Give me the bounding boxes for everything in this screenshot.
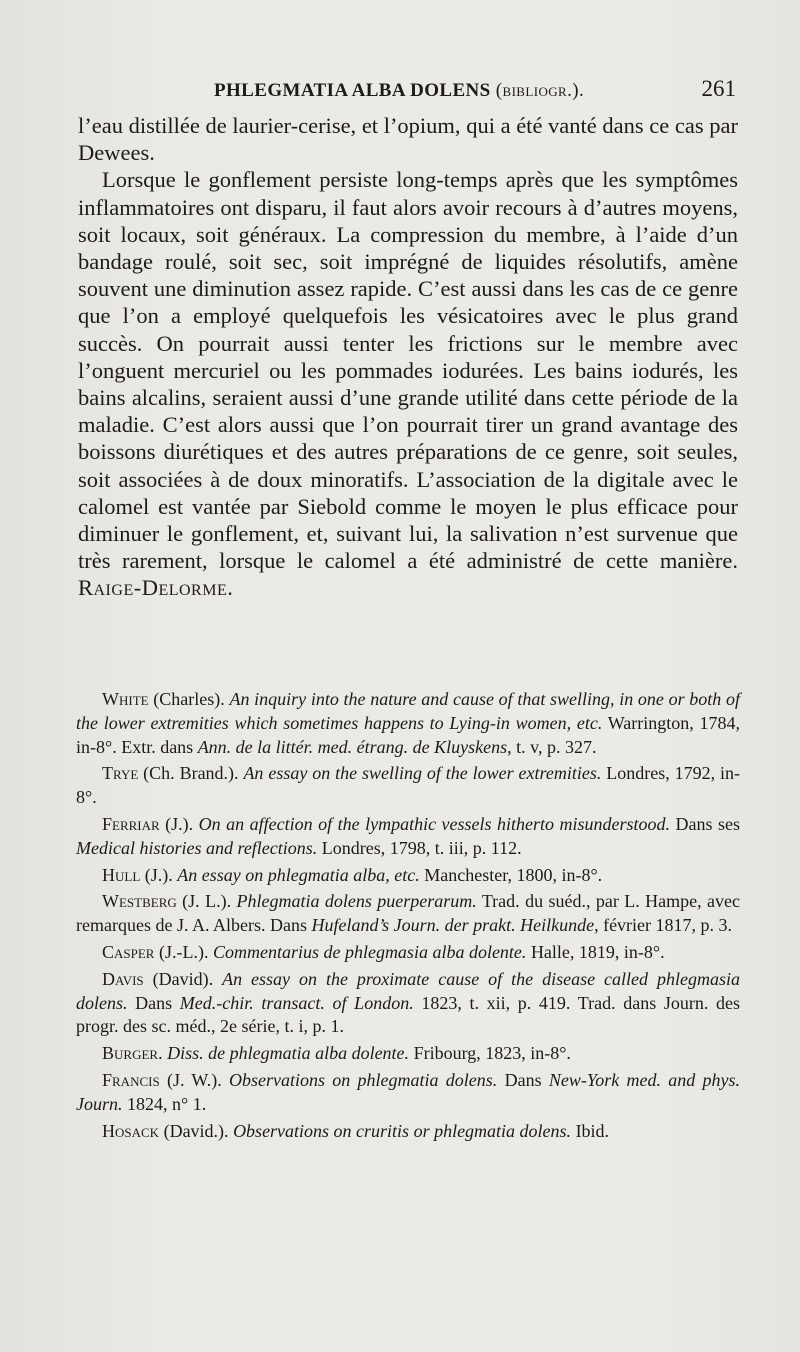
entry-author-detail: (J. L.). <box>176 891 237 912</box>
bibliography-entry <box>76 941 740 965</box>
entry-author: Burger <box>102 1043 159 1064</box>
entry-author-detail: (J.). <box>140 864 178 885</box>
entry-tail: 1824, n° 1. <box>122 1093 207 1114</box>
entry-publication: Dans <box>497 1069 549 1090</box>
entry-publication: Manchester, 1800, in-8°. <box>419 864 603 885</box>
entry-title: An essay on the swelling of the lower extremities. <box>243 763 602 784</box>
entry-author: Ferriar <box>102 813 160 834</box>
entry-publication: Halle, 1819, in-8°. <box>526 941 665 962</box>
entry-author: Trye <box>102 763 139 784</box>
entry-tail: 1823, t. xii, p. 419. Trad. dans Journ. des progr. des sc. méd., 2e série, t. i, p. 1. <box>76 992 740 1037</box>
entry-author-detail: . <box>158 1043 168 1064</box>
entry-title: An essay on phlegmatia alba, etc. <box>177 864 420 885</box>
entry-title: An inquiry into the nature and cause of that swelling, in one or both of the lower extremities which sometimes happens to Lying-in women, etc. <box>76 689 740 733</box>
entry-journal: Med.-chir. transact. of London. <box>179 992 414 1013</box>
bibliography-entry <box>76 813 740 861</box>
entry-author-detail: (David.). <box>159 1120 234 1141</box>
bibliography-entry <box>76 864 740 888</box>
entry-author-detail: (J. W.). <box>159 1069 230 1090</box>
entry-publication: Londres, 1792, in-8°. <box>76 763 740 808</box>
paragraph-1: l’eau distillée de laurier-cerise, et l’opium, qui a été vanté dans ce cas par Dewees. <box>78 113 738 166</box>
paragraph-2-text: Lorsque le gonflement persiste long-temps après que les symptômes inflammatoires ont disparu, il faut alors avoir recours à d’autres moyens, soit locaux, soit généraux. La compression du membre, à l’aide d’un bandage roulé, soit sec, soit imprégné de liquides résolutifs, amène souvent une diminution assez rapide. C’est aussi dans les cas de ce genre que l’on a employé quelquefois les vésicatoires avec le plus grand succès. On pourrait aussi tenter les frictions sur le membre avec l’onguent mercuriel ou les pommades iodurées. Les bains iodurés, les bains alcalins, seraient aussi d’une grande utilité dans cette période de la maladie. C’est alors aussi que l’on pourrait tirer un grand avantage des boissons diurétiques et des autres préparations de ce genre, soit seules, soit associées à de doux minoratifs. L’association de la digitale avec le calomel est vantée par Siebold comme le moyen le plus efficace pour diminuer le gonflement, et, suivant lui, la salivation n’est survenue que très rarement, lorsque le calomel a été administré de cette manière. <box>78 167 738 574</box>
running-title <box>214 80 584 102</box>
entry-author-detail: (J.). <box>159 813 199 834</box>
entry-journal: Medical histories and reflections. <box>76 837 318 858</box>
entry-title: Observations on phlegmatia dolens. <box>229 1069 498 1090</box>
entry-author: Francis <box>102 1069 160 1090</box>
entry-author-detail: (Charles). <box>148 689 230 709</box>
entry-publication: Dans <box>127 992 180 1013</box>
entry-publication: Fribourg, 1823, in-8°. <box>409 1043 571 1064</box>
entry-author-detail: (David). <box>143 968 223 989</box>
entry-title: Diss. de phlegmatia alba dolente. <box>167 1043 410 1064</box>
running-header <box>78 78 738 110</box>
entry-tail: , t. v, p. 327. <box>507 736 597 757</box>
entry-publication: Dans ses <box>670 813 740 834</box>
entry-journal: Ann. de la littér. med. étrang. de Kluyskens <box>197 736 508 757</box>
entry-tail: Londres, 1798, t. iii, p. 112. <box>317 837 522 858</box>
bibliography-entry <box>76 890 740 938</box>
page-number: 261 <box>701 76 736 101</box>
entry-author-detail: (J.-L.). <box>154 941 213 962</box>
bibliography-entry <box>76 688 740 759</box>
bibliography-entry <box>76 762 740 810</box>
running-title-text: PHLEGMATIA ALBA DOLENS <box>214 80 491 101</box>
entry-title: Commentarius de phlegmasia alba dolente. <box>212 941 527 962</box>
paragraph-2 <box>78 166 738 601</box>
entry-journal: Hufeland’s Journ. der prakt. Heilkunde <box>311 915 595 936</box>
bibliography <box>76 688 740 1146</box>
running-title-suffix: (bibliogr.). <box>495 80 585 101</box>
entry-publication: Warrington, 1784, in-8°. Extr. dans <box>76 712 740 757</box>
entry-author: Hosack <box>102 1120 160 1141</box>
entry-title: An essay on the proximate cause of the disease called phlegmasia dolens. <box>76 968 740 1013</box>
bibliography-entry <box>76 1069 740 1117</box>
bibliography-entry <box>76 968 740 1039</box>
entry-author: Davis <box>102 968 144 989</box>
entry-title: Phlegmatia dolens puerperarum. <box>236 891 477 912</box>
entry-publication: Ibid. <box>571 1120 610 1141</box>
entry-title: Observations on cruritis or phlegmatia dolens. <box>233 1120 572 1141</box>
entry-author: Hull <box>102 864 141 885</box>
entry-journal: New-York med. and phys. Journ. <box>76 1069 740 1114</box>
entry-publication: Trad. du suéd., par L. Hampe, avec remarques de J. A. Albers. Dans <box>76 891 740 936</box>
entry-tail: , février 1817, p. 3. <box>594 915 733 936</box>
entry-title: On an affection of the lympathic vessels hitherto misunderstood. <box>198 813 671 834</box>
body-text <box>78 112 738 602</box>
bibliography-entry <box>76 1120 740 1144</box>
entry-author-detail: (Ch. Brand.). <box>138 763 244 784</box>
author-signature: Raige-Delorme. <box>78 575 234 601</box>
entry-author: White <box>102 689 149 709</box>
entry-author: Casper <box>102 941 155 962</box>
bibliography-entry <box>76 1042 740 1066</box>
entry-author: Westberg <box>102 891 177 912</box>
